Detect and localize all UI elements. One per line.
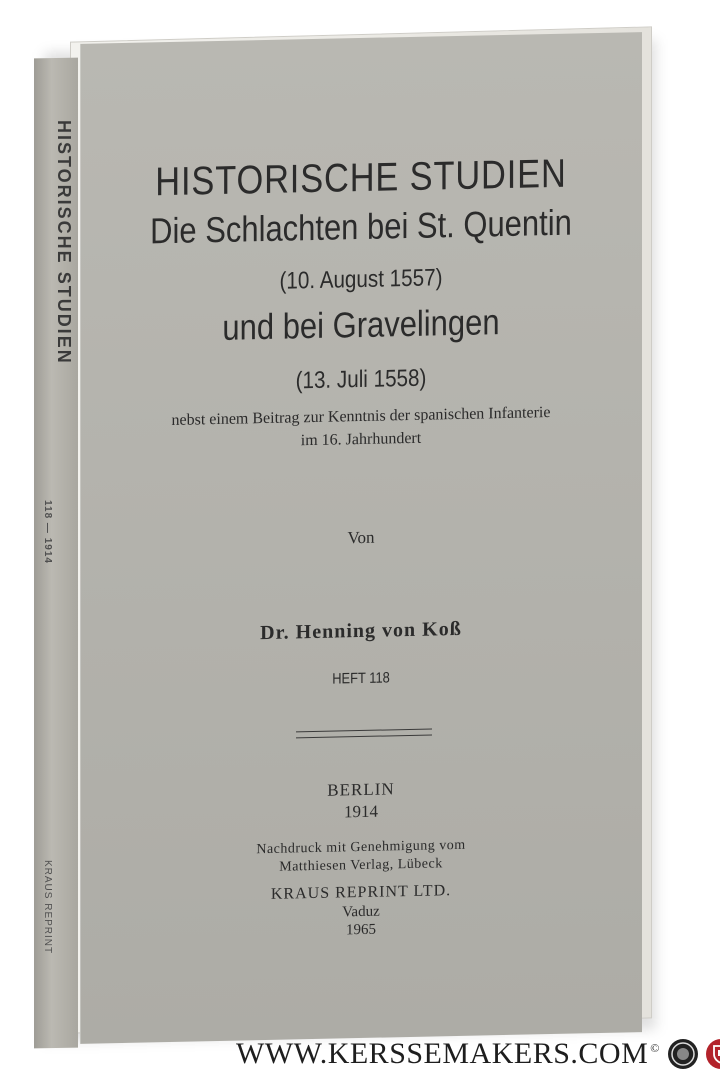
date-2: (13. Juli 1558) xyxy=(295,364,427,395)
title-line-2: und bei Gravelingen xyxy=(222,301,500,348)
subtitle-line-2: im 16. Jahrhundert xyxy=(300,429,422,450)
reprint-publisher: KRAUS REPRINT LTD. xyxy=(270,882,452,903)
site-url-text: WWW.KERSSEMAKERS.COM xyxy=(236,1037,649,1070)
series-title: HISTORISCHE STUDIEN xyxy=(155,151,567,205)
reprint-note-line-2: Matthiesen Verlag, Lübeck xyxy=(279,856,443,875)
publication-city: BERLIN xyxy=(327,779,395,800)
site-url xyxy=(236,1037,660,1071)
reprint-note-line-1: Nachdruck mit Genehmigung vom xyxy=(256,837,466,858)
reprint-year: 1965 xyxy=(346,921,376,939)
title-line-1: Die Schlachten bei St. Quentin xyxy=(150,201,572,252)
cover-text xyxy=(80,32,642,1044)
date-1: (10. August 1557) xyxy=(279,264,443,295)
issue-number: HEFT 118 xyxy=(332,669,390,688)
author-name: Dr. Henning von Koß xyxy=(260,617,462,645)
spine-number: 118 — 1914 xyxy=(42,500,53,564)
double-rule-divider xyxy=(296,729,432,739)
watermark-footer xyxy=(236,1036,720,1072)
by-label: Von xyxy=(347,527,375,548)
seal-logo-icon xyxy=(668,1039,698,1069)
subtitle-line-1: nebst einem Beitrag zur Kenntnis der spanischen Infanterie xyxy=(171,404,551,429)
copyright-mark: © xyxy=(650,1041,660,1055)
shield-logo-icon xyxy=(706,1039,720,1069)
publication-year: 1914 xyxy=(344,801,378,822)
spine-publisher: KRAUS REPRINT xyxy=(42,860,53,955)
spine-title: HISTORISCHE STUDIEN xyxy=(54,120,74,365)
reprint-place: Vaduz xyxy=(342,903,380,921)
